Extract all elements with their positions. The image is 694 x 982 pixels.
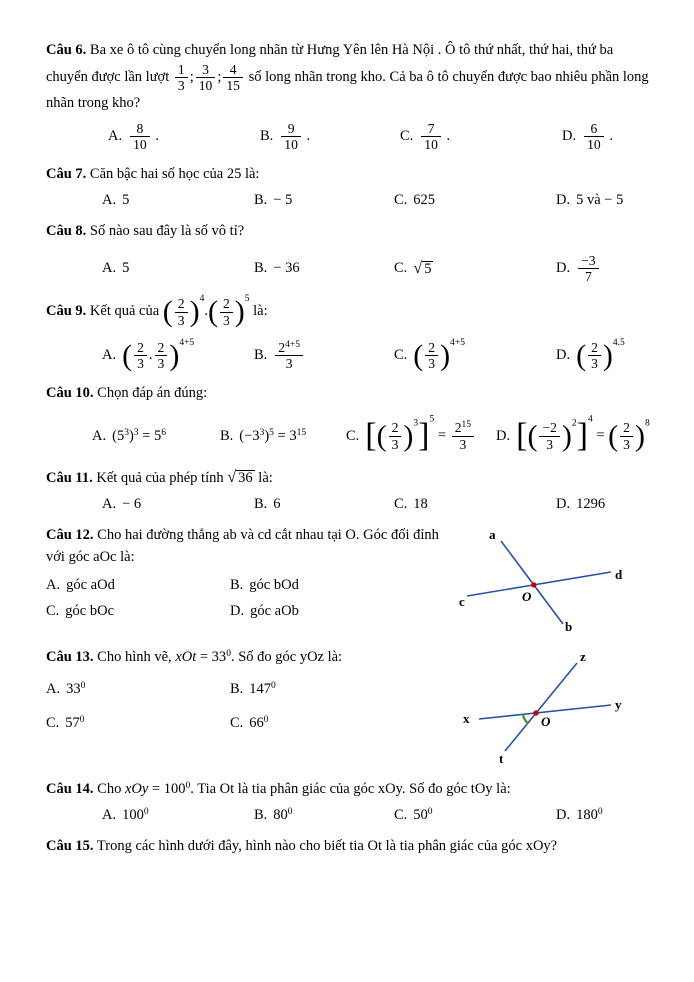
- option-content: 6: [273, 495, 281, 512]
- option-d: [556, 253, 658, 284]
- option-b: [254, 807, 394, 824]
- option-a: [102, 260, 254, 277]
- question-9-stem: Câu 9. Kết quả của ( $\frac{2}{3}$ )$^4$.( $\frac{2}{3}$ )$^5$ là:: [46, 294, 268, 329]
- option-label: D.: [230, 603, 245, 620]
- question-12-text: [46, 525, 450, 621]
- question-14-stem: Câu 14. Cho xOy = $100^0$. Tia Ot là tia phân giác của góc xOy. Số đo góc tOy là:: [46, 780, 511, 797]
- option-b: [230, 577, 450, 594]
- option-content: góc bOd: [249, 577, 299, 594]
- question-12: [46, 525, 658, 635]
- option-label: C.: [394, 347, 408, 364]
- question-13-options: [46, 681, 450, 732]
- question-10-options: [46, 414, 658, 455]
- intersection-point-O: [531, 582, 536, 587]
- option-d: [562, 121, 658, 152]
- option-label: C.: [230, 714, 244, 731]
- option-c: [46, 715, 230, 732]
- option-a: [108, 121, 260, 152]
- option-d: [556, 496, 658, 513]
- option-label: C.: [46, 603, 60, 620]
- option-label: C.: [346, 427, 360, 444]
- question-14-options: [46, 807, 658, 824]
- option-content: góc bOc: [65, 603, 115, 620]
- label-d: d: [615, 566, 623, 582]
- option-label: C.: [394, 192, 408, 209]
- question-13: [46, 647, 658, 767]
- option-content: ( $\frac{2}{3}$ )$^{4+5}$: [413, 337, 465, 372]
- option-label: C.: [46, 714, 60, 731]
- label-O: O: [541, 713, 551, 729]
- option-label: D.: [556, 260, 571, 277]
- angle-mark-xOt: [523, 714, 528, 723]
- option-content: $33^0$: [66, 680, 86, 697]
- question-9: [46, 296, 658, 371]
- option-content: $57^0$: [65, 714, 85, 731]
- label-z: z: [580, 648, 586, 664]
- label-a: a: [489, 526, 496, 542]
- option-content: $(5^3)^3 = 5^6$: [112, 427, 166, 444]
- question-12-figure-area: [450, 525, 658, 635]
- option-label: D.: [556, 347, 571, 364]
- question-13-stem: Câu 13. Cho hình vẽ, xOt = $33^0$. Số đo góc yOz là:: [46, 648, 343, 665]
- option-c: [394, 259, 556, 278]
- option-label: D.: [556, 495, 571, 512]
- question-13-figure-area: [450, 647, 658, 767]
- option-content: ( $\frac{2}{3}$ )$^{4.5}$: [576, 337, 625, 372]
- option-content: − 36: [273, 260, 300, 277]
- option-content: $\frac{8}{10}$ .: [128, 121, 159, 152]
- question-6: [46, 40, 658, 152]
- option-label: B.: [230, 680, 244, 697]
- option-a: [102, 337, 254, 372]
- option-label: D.: [556, 192, 571, 209]
- line-zt: [505, 663, 577, 751]
- question-10: [46, 383, 658, 453]
- option-content: $50^0$: [413, 806, 433, 823]
- option-b: [254, 260, 394, 277]
- option-label: B.: [254, 260, 268, 277]
- option-label: A.: [102, 192, 117, 209]
- option-b: [220, 428, 346, 445]
- option-b: [254, 192, 394, 209]
- option-a: [46, 681, 230, 698]
- option-label: B.: [254, 806, 268, 823]
- intersection-point-O: [533, 710, 538, 715]
- label-O: O: [522, 588, 532, 604]
- option-d: [496, 414, 658, 455]
- option-label: A.: [92, 427, 107, 444]
- option-label: A.: [102, 806, 117, 823]
- label-y: y: [615, 696, 622, 712]
- question-13-text: [46, 647, 450, 732]
- option-content: $66^0$: [249, 714, 269, 731]
- question-15: [46, 836, 658, 858]
- option-label: B.: [260, 128, 274, 145]
- option-a: [102, 192, 254, 209]
- option-d: [556, 807, 658, 824]
- option-a: [92, 428, 220, 445]
- figure-intersecting-lines-xyzt: [459, 649, 649, 767]
- option-content: $\frac{9}{10}$ .: [279, 121, 310, 152]
- option-content: 18: [413, 495, 428, 512]
- figure-intersecting-lines-abcd: [459, 527, 649, 635]
- option-label: B.: [254, 192, 268, 209]
- option-content: − 6: [122, 495, 142, 512]
- option-content: [( $\frac{2}{3}$ )$^3$]$^5$ = $\frac{2^{15}}{3}$: [365, 419, 476, 453]
- option-content: 625: [413, 192, 436, 209]
- option-label: D.: [556, 806, 571, 823]
- option-content: góc aOb: [250, 603, 299, 620]
- option-d: [230, 603, 450, 620]
- option-c: [400, 121, 562, 152]
- option-content: − 5: [273, 192, 293, 209]
- question-6-options: [46, 121, 658, 152]
- question-14: [46, 779, 658, 824]
- option-label: C.: [400, 128, 414, 145]
- option-d: [556, 337, 658, 372]
- option-content: $\frac{2^{4+5}}{3}$: [273, 340, 305, 371]
- option-label: C.: [394, 260, 408, 277]
- option-a: [102, 807, 254, 824]
- question-8-stem: Câu 8. Số nào sau đây là số vô tỉ?: [46, 223, 245, 240]
- label-t: t: [499, 750, 504, 766]
- option-content: $80^0$: [273, 806, 293, 823]
- option-b: [230, 681, 450, 698]
- label-b: b: [565, 618, 573, 634]
- question-12-stem: Câu 12. Cho hai đường thẳng ab và cd cắt nhau tại O. Góc đối đỉnh với góc aOc là:: [46, 526, 439, 565]
- option-c: [394, 496, 556, 513]
- question-11-stem: Câu 11. Kết quả của phép tính √ 36 là:: [46, 468, 273, 487]
- option-label: D.: [496, 427, 511, 444]
- option-c: [394, 192, 556, 209]
- option-label: A.: [102, 347, 117, 364]
- option-content: √ 5: [413, 259, 432, 278]
- option-label: A.: [102, 260, 117, 277]
- option-a: [46, 577, 230, 594]
- label-c: c: [459, 593, 465, 609]
- question-7: [46, 164, 658, 209]
- option-a: [102, 496, 254, 513]
- option-label: B.: [220, 427, 234, 444]
- option-content: góc aOd: [66, 577, 115, 594]
- question-10-stem: Câu 10. Chọn đáp án đúng:: [46, 385, 208, 402]
- option-label: C.: [394, 495, 408, 512]
- option-content: $100^0$: [122, 806, 149, 823]
- option-label: A.: [46, 577, 61, 594]
- option-c: [346, 414, 496, 455]
- option-label: B.: [230, 577, 244, 594]
- question-8-options: [46, 253, 658, 284]
- question-12-options: [46, 577, 450, 620]
- question-7-stem: Câu 7. Căn bậc hai số học của 25 là:: [46, 166, 260, 183]
- option-content: $\frac{7}{10}$ .: [419, 121, 450, 152]
- option-c: [46, 603, 230, 620]
- option-c: [230, 715, 450, 732]
- option-content: ( $\frac{2}{3}$ . $\frac{2}{3}$ )$^{4+5}$: [122, 337, 195, 372]
- option-content: 5: [122, 192, 130, 209]
- option-d: [556, 192, 658, 209]
- option-content: [( $\frac{-2}{3}$ )$^2$]$^4$ = ( $\frac{2}{3}$ )$^8$: [516, 414, 650, 455]
- option-b: [254, 340, 394, 371]
- option-label: A.: [108, 128, 123, 145]
- option-content: $147^0$: [249, 680, 276, 697]
- option-c: [394, 807, 556, 824]
- option-content: 5 và − 5: [576, 192, 624, 209]
- option-label: B.: [254, 495, 268, 512]
- line-ab: [501, 541, 563, 624]
- option-content: 5: [122, 260, 130, 277]
- option-label: A.: [102, 495, 117, 512]
- option-c: [394, 337, 556, 372]
- option-content: $\frac{-3}{7}$: [576, 253, 600, 284]
- option-content: $180^0$: [576, 806, 603, 823]
- question-8: [46, 221, 658, 284]
- option-content: $(-3^3)^5 = 3^{15}$: [239, 427, 307, 444]
- option-label: B.: [254, 347, 268, 364]
- question-7-options: [46, 192, 658, 209]
- question-15-stem: Câu 15. Trong các hình dưới đây, hình nào cho biết tia Ot là tia phân giác của góc xOy?: [46, 837, 558, 854]
- option-label: A.: [46, 680, 61, 697]
- question-6-stem: Câu 6. Ba xe ô tô cùng chuyển long nhãn từ Hưng Yên lên Hà Nội . Ô tô thứ nhất, thứ hai, thứ ba chuyển được lần lượt $\frac{1}{3}$ ; $\frac{3}{10}$ ; $\frac{4}{15}$ số long nhãn trong kho. Cả ba ô tô chuyển được bao nhiêu phần long nhãn trong kho?: [46, 42, 649, 112]
- question-9-options: [46, 337, 658, 372]
- question-11: [46, 465, 658, 513]
- label-x: x: [463, 710, 470, 726]
- question-11-options: [46, 496, 658, 513]
- option-b: [254, 496, 394, 513]
- option-label: C.: [394, 806, 408, 823]
- option-content: 1296: [576, 495, 606, 512]
- option-content: $\frac{6}{10}$ .: [582, 121, 613, 152]
- option-b: [260, 121, 400, 152]
- option-label: D.: [562, 128, 577, 145]
